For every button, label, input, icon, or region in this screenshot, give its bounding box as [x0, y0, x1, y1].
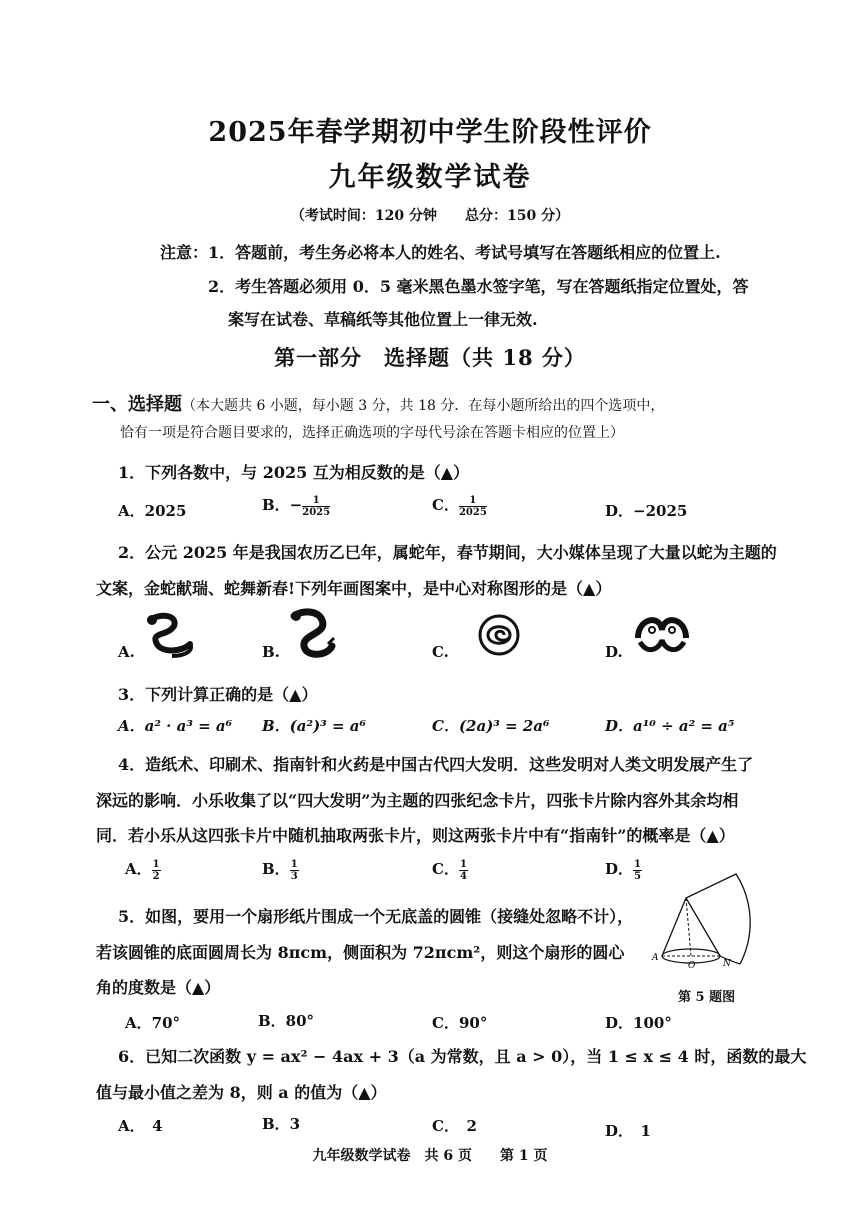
q4-option-b: [262, 858, 299, 882]
exam-title: 2025年春学期初中学生阶段性评价: [208, 117, 652, 148]
fig-label-a: A: [652, 953, 659, 963]
q1-b-numerator: 1: [302, 495, 330, 507]
q3-option-d: D．a¹⁰ ÷ a² = a⁵: [605, 717, 735, 735]
snake-figure-c-icon: [476, 612, 522, 658]
fig-label-n: N: [723, 959, 731, 969]
page-footer: 九年级数学试卷 共 6 页 第 1 页: [312, 1148, 548, 1164]
q4-line-2: 深远的影响．小乐收集了以“四大发明”为主题的四张纪念卡片，四张卡片除内容外其余均相: [96, 791, 739, 810]
q2-option-a: A.: [118, 643, 135, 661]
q5-option-a: A．70°: [125, 1014, 181, 1032]
q1-option-a: A．2025: [118, 502, 187, 520]
q5-option-d: D．100°: [605, 1014, 672, 1032]
q2-line-1: 2．公元 2025 年是我国农历乙巳年，属蛇年，春节期间，大小媒体呈现了大量以蛇为主题的: [118, 543, 777, 562]
part1-heading-row: [92, 390, 664, 416]
q5-figure-caption: 第 5 题图: [678, 990, 736, 1005]
q4-a-label: A．: [125, 860, 152, 878]
exam-info: （考试时间：120 分钟 总分：150 分）: [290, 208, 570, 224]
q2-option-d: D.: [605, 643, 623, 661]
q4-b-denominator: 3: [290, 870, 298, 882]
q4-d-numerator: 1: [634, 858, 641, 870]
q1-option-c-label: C．: [432, 496, 459, 514]
q4-a-denominator: 2: [152, 870, 160, 882]
q6-option-b: B．3: [262, 1115, 301, 1133]
q4-line-3: 同．若小乐从这四张卡片中随机抽取两张卡片，则这两张卡片中有“指南针”的概率是（▲）: [96, 826, 735, 845]
q4-option-d: [605, 858, 642, 882]
part1-instruction-2: 恰有一项是符合题目要求的，选择正确选项的字母代号涂在答题卡相应的位置上）: [120, 425, 624, 441]
q1-stem: 1．下列各数中，与 2025 互为相反数的是（▲）: [118, 463, 470, 482]
note-line-2: 2．考生答题必须用 0．5 毫米黑色墨水签字笔，写在答题纸指定位置处，答: [208, 277, 749, 296]
q4-option-c: [432, 858, 468, 882]
q6-option-d: D． 1: [605, 1122, 651, 1140]
q4-option-a: [125, 858, 161, 882]
q3-stem: 3．下列计算正确的是（▲）: [118, 685, 318, 704]
part1-heading: 一、选择题: [92, 394, 182, 415]
q4-d-label: D．: [605, 860, 634, 878]
q6-option-c: C． 2: [432, 1117, 477, 1135]
q3-option-a: A．a² · a³ = a⁶: [118, 717, 233, 735]
q5-option-c: C．90°: [432, 1014, 488, 1032]
q5-line-2: 若该圆锥的底面圆周长为 8πcm，侧面积为 72πcm²，则这个扇形的圆心: [96, 943, 625, 962]
q5-option-b: B．80°: [258, 1012, 315, 1030]
q2-line-2: 文案，金蛇献瑞、蛇舞新春!下列年画图案中，是中心对称图形的是（▲）: [96, 579, 612, 598]
q4-c-label: C．: [432, 860, 459, 878]
snake-figure-a-icon: [142, 610, 200, 660]
snake-figure-b-icon: [288, 608, 338, 660]
q1-c-numerator: 1: [459, 495, 487, 507]
q4-d-fraction: [633, 859, 642, 882]
q4-a-fraction: [152, 859, 161, 882]
q1-option-c-fraction: [459, 495, 487, 518]
q4-c-numerator: 1: [459, 858, 467, 870]
q2-option-b: B.: [262, 643, 280, 661]
q6-option-a: A． 4: [118, 1117, 163, 1135]
q3-option-b: B．(a²)³ = a⁶: [262, 717, 367, 735]
q5-line-1: 5．如图，要用一个扇形纸片围成一个无底盖的圆锥（接缝处忽略不计），: [118, 907, 634, 926]
q3-option-c: C．(2a)³ = 2a⁶: [432, 717, 550, 735]
q5-line-3: 角的度数是（▲）: [96, 978, 221, 997]
q4-c-fraction: [459, 859, 468, 882]
fig-label-o: O: [688, 961, 696, 971]
q6-line-1: 6．已知二次函数 y = ax² − 4ax + 3（a 为常数，且 a > 0），当 1 ≤ x ≤ 4 时，函数的最大: [118, 1047, 807, 1066]
q2-option-c: C.: [432, 643, 449, 661]
section-title: 第一部分 选择题（共 18 分）: [274, 345, 586, 370]
q1-b-denominator: 2025: [302, 506, 331, 518]
note-line-1: 注意：1．答题前，考生务必将本人的姓名、考试号填写在答题纸相应的位置上.: [160, 243, 721, 262]
q4-line-1: 4．造纸术、印刷术、指南针和火药是中国古代四大发明．这些发明对人类文明发展产生了: [118, 755, 754, 774]
q4-a-numerator: 1: [152, 858, 160, 870]
q4-c-denominator: 4: [459, 870, 467, 882]
q4-d-denominator: 5: [634, 870, 641, 882]
q4-b-fraction: [290, 859, 299, 882]
exam-subtitle: 九年级数学试卷: [328, 162, 532, 193]
q1-option-b-label: B．−: [262, 496, 303, 514]
q1-option-b: [262, 494, 330, 518]
q1-option-c: [432, 494, 487, 518]
part1-instruction-1: （本大题共 6 小题，每小题 3 分，共 18 分．在每小题所给出的四个选项中，: [182, 398, 665, 414]
note-line-3: 案写在试卷、草稿纸等其他位置上一律无效.: [228, 310, 538, 329]
q1-option-d: D．−2025: [605, 502, 688, 520]
snake-figure-d-icon: [632, 608, 692, 660]
q1-c-denominator: 2025: [458, 506, 487, 518]
cone-sector-figure: [648, 870, 778, 980]
q4-b-label: B．: [262, 860, 290, 878]
q1-option-b-fraction: [302, 495, 330, 518]
q6-line-2: 值与最小值之差为 8，则 a 的值为（▲）: [96, 1083, 387, 1102]
q4-b-numerator: 1: [290, 858, 298, 870]
